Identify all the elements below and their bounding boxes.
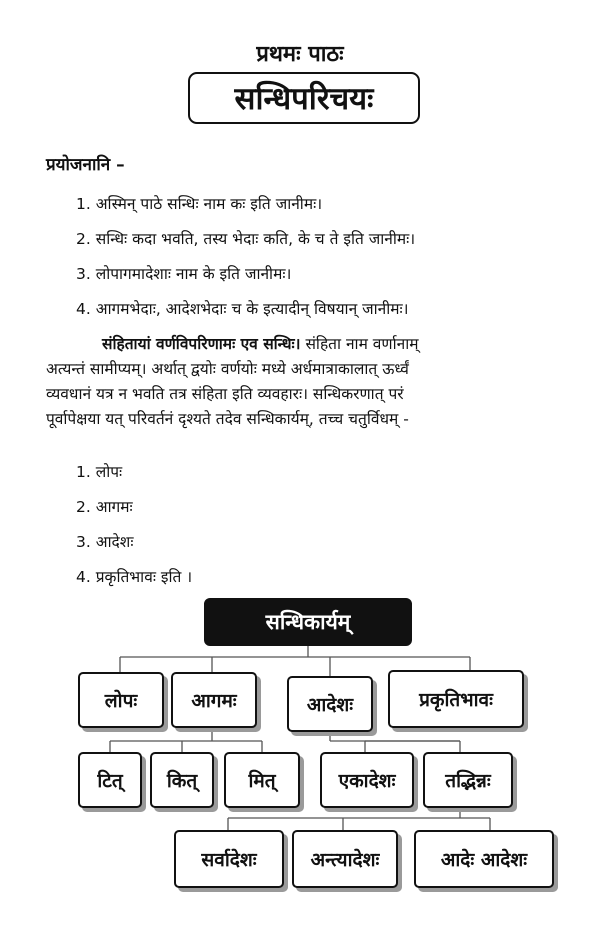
diagram-node-kit: कित्: [150, 752, 214, 808]
page-title: सन्धिपरिचयः: [188, 72, 420, 124]
paragraph-line: व्यवधानं यत्र न भवति तत्र संहिता इति व्यवहारः। सन्धिकरणात् परं: [46, 385, 404, 403]
diagram-node-adesha: आदेशः: [287, 676, 373, 732]
diagram-node-adeh-adesha: आदेः आदेशः: [414, 830, 554, 888]
diagram-node-agama: आगमः: [171, 672, 257, 728]
paragraph-line: अत्यन्तं सामीप्यम्। अर्थात् द्वयोः वर्णयोः मध्ये अर्धमात्राकालात् ऊर्ध्वं: [46, 360, 409, 378]
lesson-heading: प्रथमः पाठः: [256, 42, 344, 67]
definition-bold: संहितायां वर्णविपरिणामः एव सन्धिः।: [102, 335, 301, 353]
diagram-node-antyadesha: अन्त्यादेशः: [292, 830, 398, 888]
paragraph-text: संहिता नाम वर्णानाम्: [300, 335, 419, 353]
list-item: 4. प्रकृतिभावः इति ।: [76, 568, 193, 586]
list-item: 4. आगमभेदाः, आदेशभेदाः च के इत्यादीन् विषयान् जानीमः।: [76, 300, 409, 318]
list-item: 3. लोपागमादेशाः नाम के इति जानीमः।: [76, 265, 292, 283]
list-item: 3. आदेशः: [76, 533, 134, 551]
diagram-node-tadbhinna: तद्भिन्नः: [423, 752, 513, 808]
list-item: 1. अस्मिन् पाठे सन्धिः नाम कः इति जानीमः।: [76, 195, 323, 213]
diagram-node-tit: टित्: [78, 752, 142, 808]
diagram-node-prakritibhava: प्रकृतिभावः: [388, 670, 524, 728]
diagram-node-sarvadesha: सर्वादेशः: [174, 830, 284, 888]
diagram-root: सन्धिकार्यम्: [204, 598, 412, 646]
diagram-node-mit: मित्: [224, 752, 300, 808]
diagram-node-ekadesha: एकादेशः: [320, 752, 414, 808]
purposes-heading: प्रयोजनानि –: [46, 155, 125, 175]
paragraph-line: पूर्वापेक्षया यत् परिवर्तनं दृश्यते तदेव सन्धिकार्यम्, तच्च चतुर्विधम् -: [46, 410, 409, 428]
list-item: 1. लोपः: [76, 463, 123, 481]
list-item: 2. आगमः: [76, 498, 133, 516]
diagram-node-lopa: लोपः: [78, 672, 164, 728]
list-item: 2. सन्धिः कदा भवति, तस्य भेदाः कति, के च ते इति जानीमः।: [76, 230, 416, 248]
